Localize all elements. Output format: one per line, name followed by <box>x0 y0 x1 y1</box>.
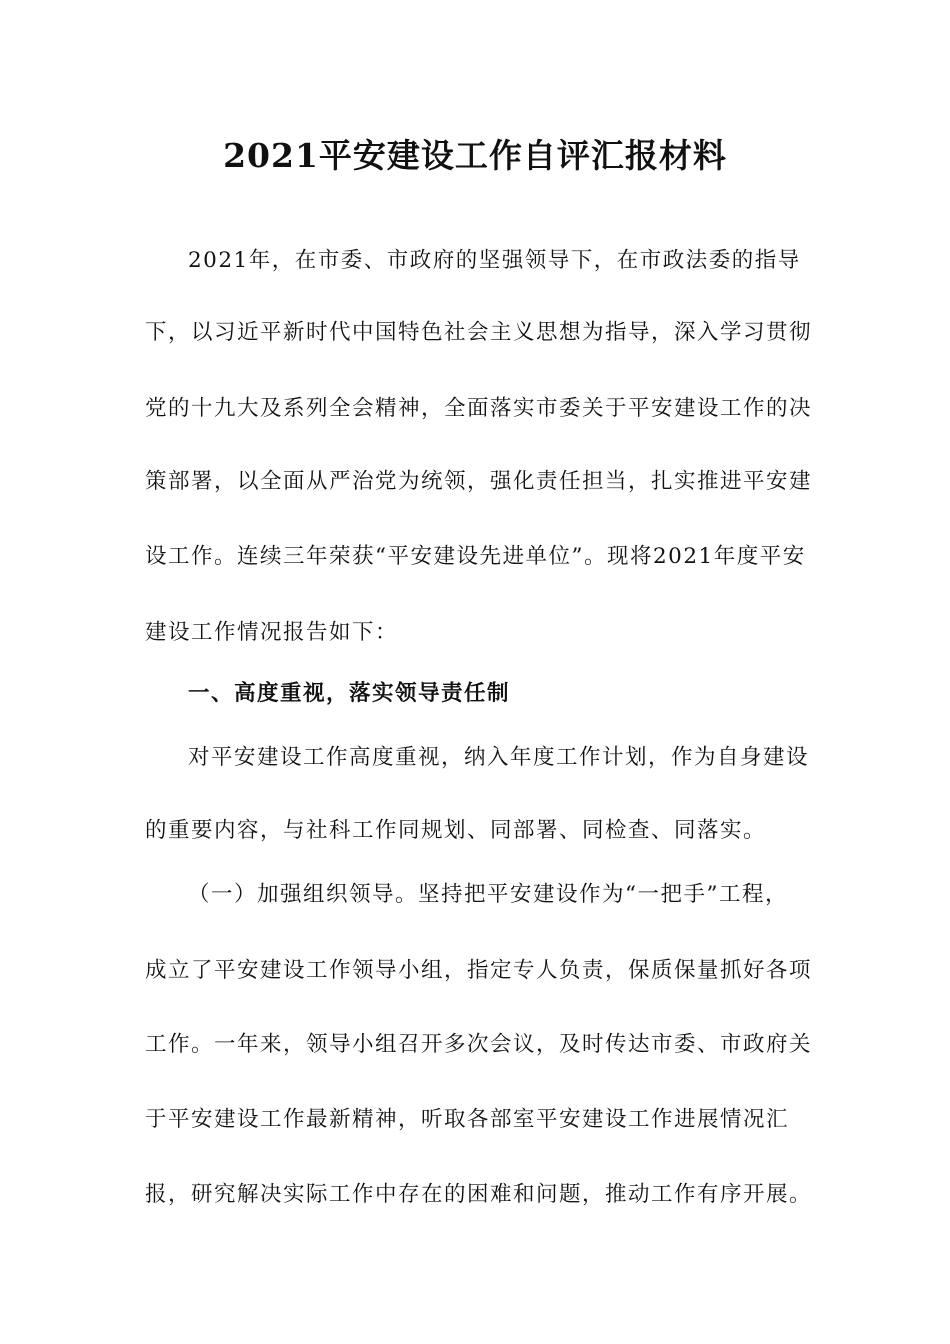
document-title: 2021平安建设工作自评汇报材料 <box>223 136 727 175</box>
paragraph-line: （一）加强组织领导。坚持把平安建设作为“一把手”工程， <box>188 882 788 907</box>
paragraph-line: 报，研究解决实际工作中存在的困难和问题，推动工作有序开展。 <box>145 1182 813 1207</box>
paragraph-line: 策部署，以全面从严治党为统领，强化责任担当，扎实推进平安建 <box>145 469 813 494</box>
paragraph-line: 下，以习近平新时代中国特色社会主义思想为指导，深入学习贯彻 <box>145 320 813 345</box>
section-heading: 一、高度重视，落实领导责任制 <box>188 681 511 706</box>
paragraph-line: 于平安建设工作最新精神，听取各部室平安建设工作进展情况汇 <box>145 1107 790 1132</box>
paragraph-line: 成立了平安建设工作领导小组，指定专人负责，保质保量抓好各项 <box>145 958 813 983</box>
paragraph-line: 建设工作情况报告如下： <box>145 620 399 645</box>
paragraph-line: 的重要内容，与社科工作同规划、同部署、同检查、同落实。 <box>145 818 767 843</box>
paragraph-line: 党的十九大及系列全会精神，全面落实市委关于平安建设工作的决 <box>145 396 813 421</box>
paragraph-line: 对平安建设工作高度重视，纳入年度工作计划，作为自身建设 <box>188 745 810 770</box>
paragraph-line: 设工作。连续三年荣获“平安建设先进单位”。现将2021年度平安 <box>145 544 806 569</box>
paragraph-line: 2021年，在市委、市政府的坚强领导下，在市政法委的指导 <box>188 248 801 273</box>
paragraph-line: 工作。一年来，领导小组召开多次会议，及时传达市委、市政府关 <box>145 1032 813 1057</box>
